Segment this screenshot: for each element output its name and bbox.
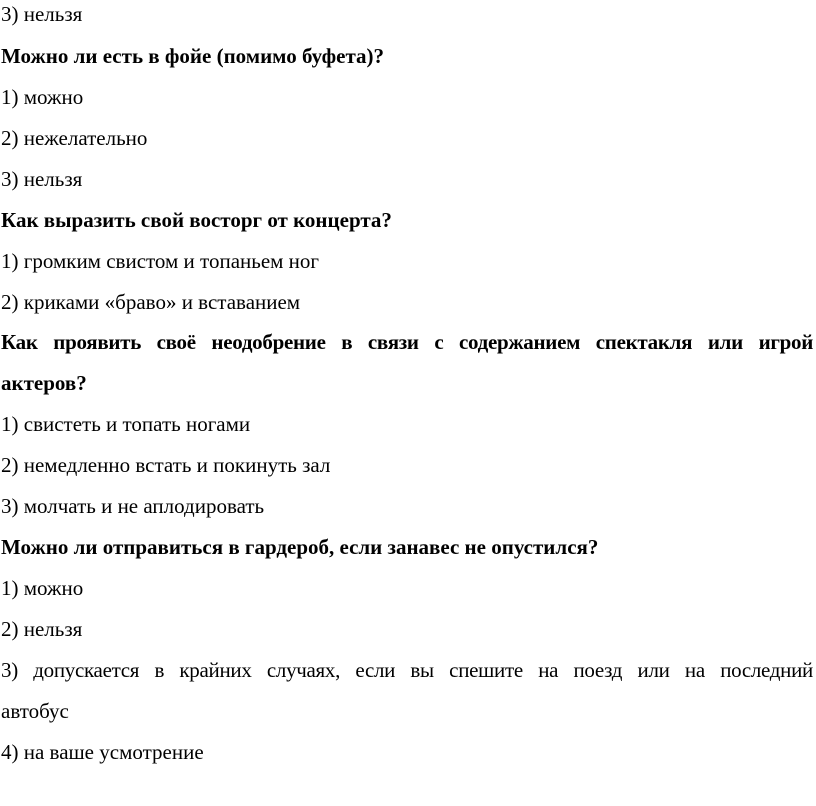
answer-line: 2) нежелательно (1, 126, 148, 150)
question-line: Как проявить своё неодобрение в связи с содержанием спектакля или игрой (1, 330, 813, 354)
question-line: актеров? (1, 371, 87, 395)
answer-line: 3) нельзя (1, 2, 83, 26)
answer-line: 3) допускается в крайних случаях, если вы спешите на поезд или на последний (1, 658, 813, 682)
question-line: Можно ли есть в фойе (помимо буфета)? (1, 44, 385, 68)
answer-line: 1) громким свистом и топаньем ног (1, 249, 320, 273)
answer-line: 4) на ваше усмотрение (1, 740, 204, 764)
question-line: Как выразить свой восторг от концерта? (1, 208, 392, 232)
answer-line: 1) можно (1, 576, 84, 600)
answer-line: 2) немедленно встать и покинуть зал (1, 453, 331, 477)
answer-line: автобус (1, 699, 69, 723)
answer-line: 1) свистеть и топать ногами (1, 412, 251, 436)
answer-line: 2) нельзя (1, 617, 83, 641)
answer-line: 3) нельзя (1, 167, 83, 191)
answer-line: 2) криками «браво» и вставанием (1, 290, 301, 314)
question-line: Можно ли отправиться в гардероб, если занавес не опустился? (1, 535, 599, 559)
answer-line: 1) можно (1, 85, 84, 109)
answer-line: 3) молчать и не аплодировать (1, 494, 265, 518)
